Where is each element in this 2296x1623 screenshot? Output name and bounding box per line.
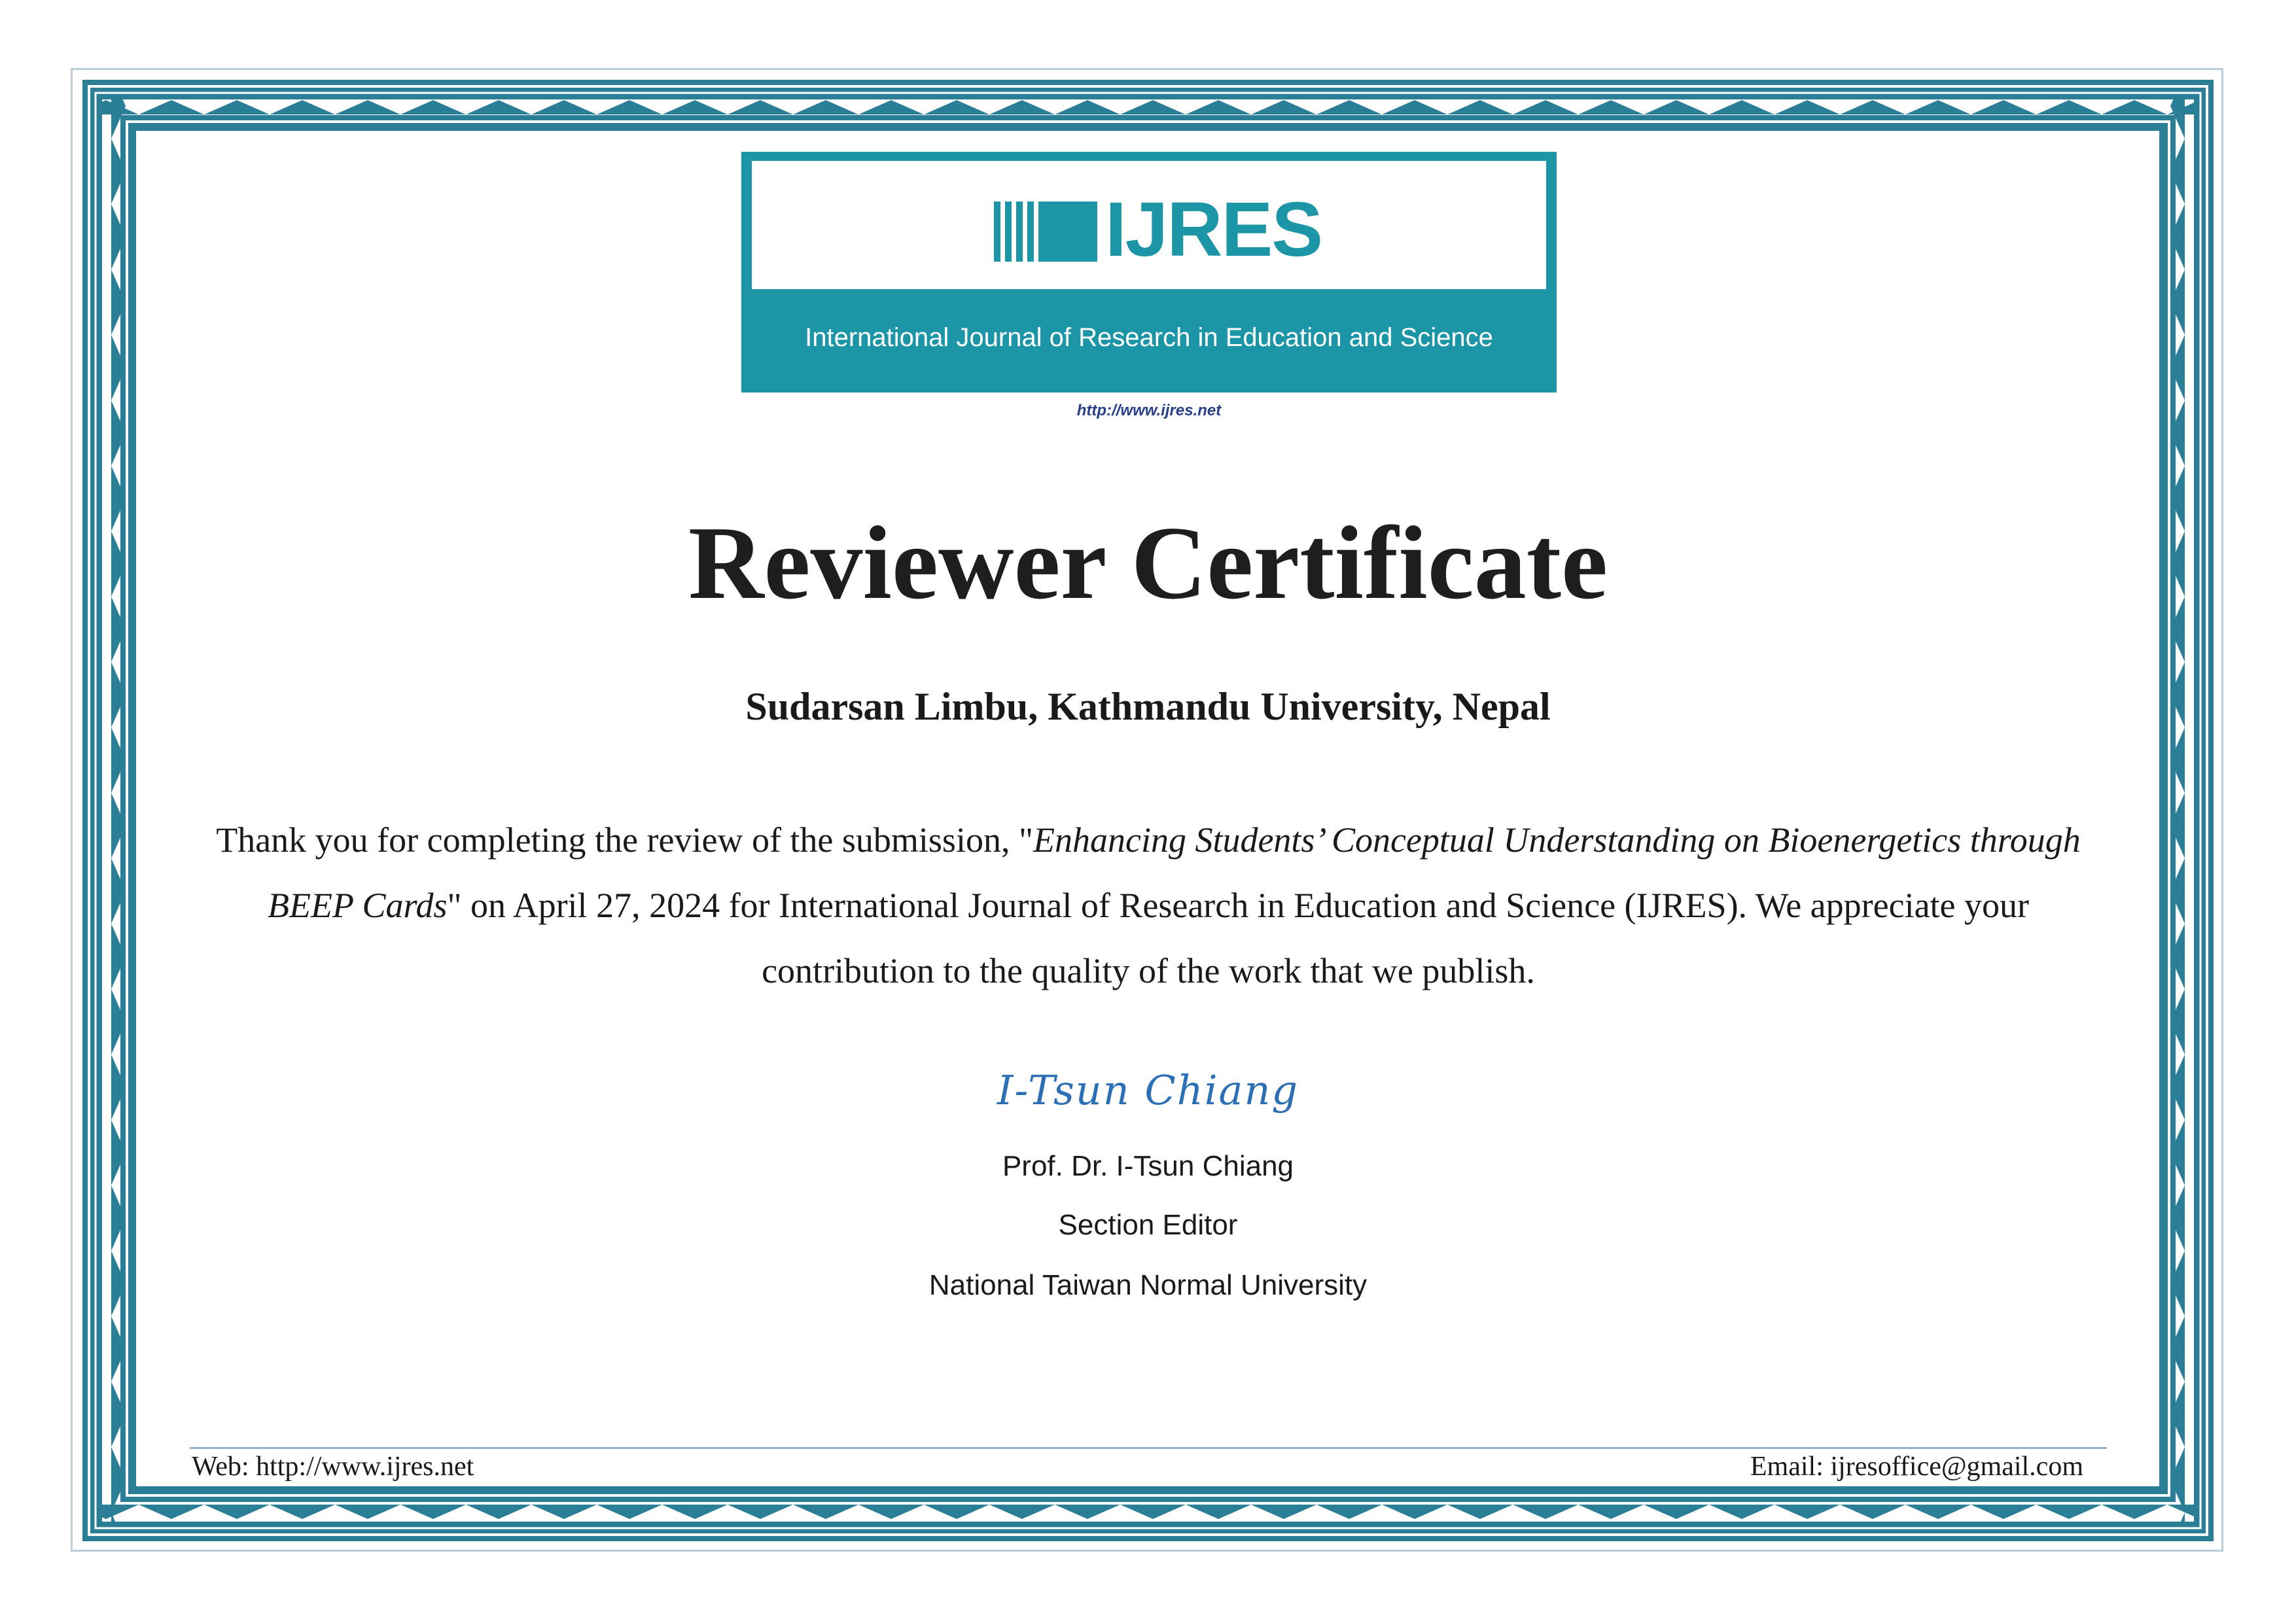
logo-url[interactable]: http://www.ijres.net <box>1076 402 1222 419</box>
signatory-name: Prof. Dr. I-Tsun Chiang <box>1002 1150 1294 1182</box>
journal-logo <box>741 152 1557 393</box>
submission-title: Enhancing Students’ Conceptual Understanding on Bioenergetics through BEEP Cards <box>268 820 2081 925</box>
recipient-line: Sudarsan Limbu, Kathmandu University, Nepal <box>745 685 1551 728</box>
footer-web[interactable]: Web: http://www.ijres.net <box>192 1452 474 1482</box>
signature: I-Tsun Chiang <box>997 1066 1299 1114</box>
signatory-institution: National Taiwan Normal University <box>928 1269 1368 1301</box>
body-intro: Thank you for completing the review of the submission, " <box>216 820 1033 860</box>
logo-subtitle: International Journal of Research in Education and Science <box>805 323 1493 352</box>
footer-divider <box>190 1447 2107 1449</box>
logo-bars-icon <box>994 201 1102 262</box>
signatory-role: Section Editor <box>1058 1209 1238 1241</box>
certificate-title: Reviewer Certificate <box>688 504 1608 621</box>
footer-email[interactable]: Email: ijresoffice@gmail.com <box>1750 1452 2083 1482</box>
certificate-body <box>190 807 2107 1003</box>
body-rest: " on April 27, 2024 for International Journal of Research in Education and Science (IJRES). We appreciate your contribution to the quality of the work that we publish. <box>447 886 2029 990</box>
logo-top-band <box>752 161 1546 289</box>
logo-name: IJRES <box>1105 186 1322 273</box>
